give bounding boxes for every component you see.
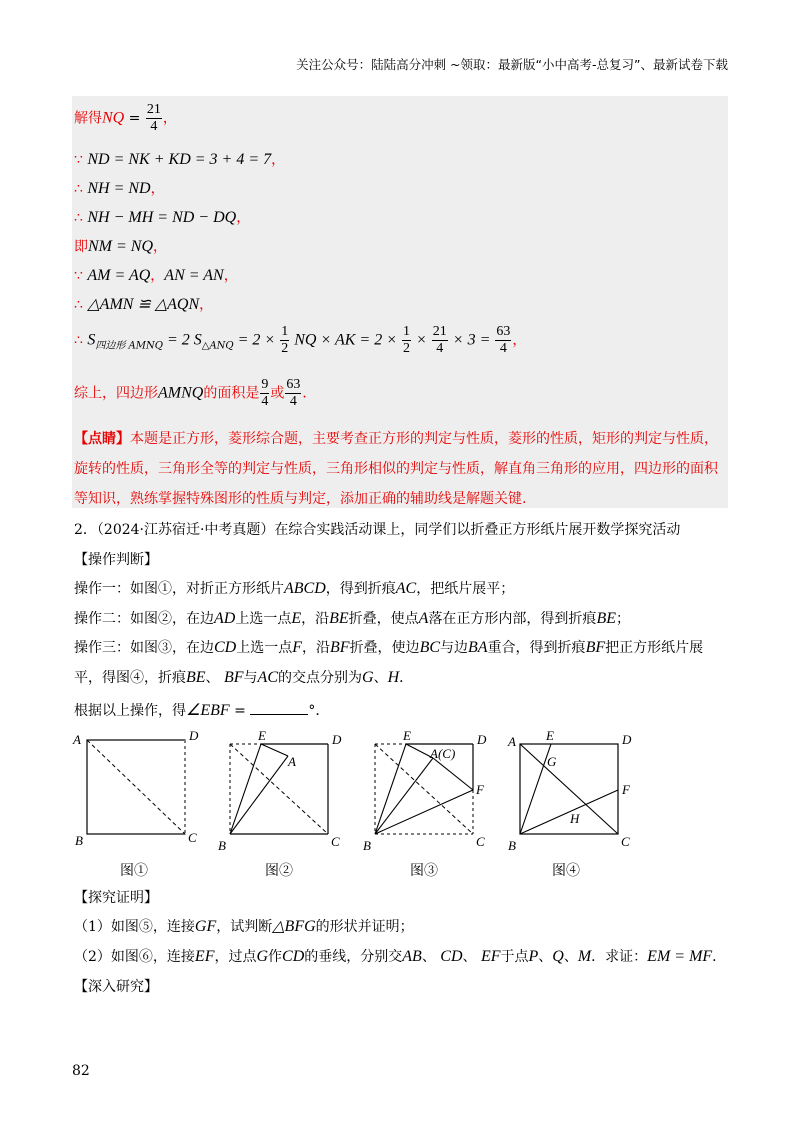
solution-comment xyxy=(74,424,728,514)
text: 折叠，使边 xyxy=(349,640,420,656)
text: 上选一点 xyxy=(235,611,292,627)
punct: ， xyxy=(223,268,238,284)
label-A: A xyxy=(508,734,516,749)
fraction xyxy=(402,325,411,356)
math-var: BF xyxy=(224,669,244,686)
text: 把正方形纸片展 xyxy=(605,640,704,656)
punct: ． xyxy=(302,385,317,402)
math-var: E xyxy=(291,610,302,627)
solution-line-5 xyxy=(74,236,167,256)
comment-text: 本题是正方形，菱形综合题，主要考查正方形的判定与性质，菱形的性质，矩形的判定与性质，旋转的性质，三角形全等的判定与性质，三角形相似的判定与性质，解直角三角形的应用，四边形的面积等知识，熟练掌握特殊图形的性质与判定，添加正确的辅助线是解题关键. xyxy=(74,431,718,507)
text: 解得 xyxy=(74,110,102,127)
solution-line-3 xyxy=(74,178,165,198)
text: 的形状并证明； xyxy=(315,919,414,935)
punct: ， xyxy=(150,268,165,284)
fraction xyxy=(146,103,162,134)
math-var: CD xyxy=(282,948,305,965)
math-expr: NH = ND xyxy=(87,180,151,197)
math-var: AD xyxy=(214,610,236,627)
therefore-symbol: ∴ xyxy=(74,210,88,226)
math-expr: NH − MH = ND − DQ xyxy=(87,209,237,226)
text: 即 xyxy=(74,239,88,255)
solution-line-7 xyxy=(74,294,213,314)
operation-3 xyxy=(74,638,730,658)
label-D: D xyxy=(189,728,199,743)
therefore-symbol: ∴ xyxy=(74,332,88,349)
because-symbol: ∵ xyxy=(74,152,88,168)
text: 、 xyxy=(205,670,224,686)
question-2 xyxy=(74,947,730,967)
numerator: 1 xyxy=(281,324,289,339)
label-F: F xyxy=(476,782,484,797)
text: 于点 xyxy=(500,949,529,965)
math-expr: ND = NK + KD = 3 + 4 = 7 xyxy=(87,151,272,168)
math-var: GF xyxy=(194,918,217,935)
math-var: S xyxy=(87,331,96,349)
text: ，沿 xyxy=(301,611,330,627)
math-var: EF xyxy=(194,948,215,965)
figure-3 xyxy=(360,728,500,852)
math-expr: × 3 = xyxy=(448,331,495,349)
math-var: F xyxy=(292,639,303,656)
label-D: D xyxy=(622,732,632,747)
text: （2）如图⑥，连接 xyxy=(74,949,195,965)
subscript: 四边形 AMNQ xyxy=(95,340,163,352)
math-var: NQ xyxy=(102,109,125,127)
text: 或 xyxy=(270,385,285,402)
section-proof: 【探究证明】 xyxy=(74,890,158,906)
math-var: AC xyxy=(395,580,417,597)
math-var: AMNQ xyxy=(158,384,204,402)
answer-blank[interactable] xyxy=(250,700,308,715)
page-header: 关注公众号：陆陆高分冲刺 ~领取：最新版“小中高考-总复习”、最新试卷下载 xyxy=(296,57,728,72)
text: 重合，得到折痕 xyxy=(487,640,586,656)
numerator: 9 xyxy=(261,377,269,392)
text: 上选一点 xyxy=(236,640,293,656)
punct: ， xyxy=(199,297,214,313)
label-AC: A(C) xyxy=(430,746,456,761)
fraction xyxy=(432,325,448,356)
denominator: 2 xyxy=(403,341,410,356)
text: ． xyxy=(712,949,727,965)
caption-fig2: 图② xyxy=(265,863,293,879)
operation-3-cont xyxy=(74,668,730,688)
text: 与边 xyxy=(440,640,469,656)
math-var: CD xyxy=(214,639,237,656)
therefore-symbol: ∴ xyxy=(74,181,88,197)
label-B: B xyxy=(508,838,516,852)
label-B: B xyxy=(218,838,226,852)
denominator: 4 xyxy=(289,394,297,409)
figure-2 xyxy=(215,728,355,852)
text: 操作三：如图③，在边 xyxy=(74,640,214,656)
label-F: F xyxy=(622,782,630,797)
text: 操作一：如图①，对折正方形纸片 xyxy=(74,581,284,597)
math-var: BF xyxy=(330,639,350,656)
label-C: C xyxy=(331,834,340,849)
therefore-symbol: ∴ xyxy=(74,297,88,313)
figure-4 xyxy=(505,728,645,852)
math-var: CD xyxy=(440,948,463,965)
math-var: BE xyxy=(186,669,206,686)
math-op: × xyxy=(412,331,431,349)
denominator: 4 xyxy=(436,341,444,356)
caption-fig1: 图① xyxy=(120,863,148,879)
denominator: 4 xyxy=(150,119,158,134)
text: ，过点 xyxy=(214,949,257,965)
math-expr: △AMN ≌ △AQN xyxy=(87,296,200,313)
text: （1）如图⑤，连接 xyxy=(74,919,195,935)
text: 平，得图④，折痕 xyxy=(74,670,186,686)
text: 根据以上操作，得 xyxy=(74,703,186,719)
problem-intro: 2．（2024·江苏宿迁·中考真题）在综合实践活动课上，同学们以折叠正方形纸片展开数学探究活动 xyxy=(74,522,681,538)
text: ； xyxy=(615,611,630,627)
punct: ， xyxy=(512,332,527,349)
solution-line-2 xyxy=(74,149,285,169)
text: 、 xyxy=(421,949,441,965)
numerator: 21 xyxy=(146,102,161,117)
numerator: 1 xyxy=(403,324,410,339)
label-D: D xyxy=(477,732,487,747)
math-expr: AN = AN xyxy=(164,267,224,284)
text: 的交点分别为 xyxy=(278,670,362,686)
math-var: G xyxy=(256,948,269,965)
text: 综上，四边形 xyxy=(74,385,158,402)
math-var: H xyxy=(387,669,400,686)
math-var: S xyxy=(193,331,202,349)
solution-line-9 xyxy=(74,378,316,409)
figure-1 xyxy=(72,728,212,852)
text: 落在正方形内部，得到折痕 xyxy=(428,611,597,627)
math-expr: AM = AQ xyxy=(87,267,151,284)
math-var: BA xyxy=(468,639,488,656)
math-var: EF xyxy=(480,948,501,965)
text: 的垂线，分别交 xyxy=(304,949,403,965)
label-D: D xyxy=(332,732,342,747)
denominator: 4 xyxy=(261,394,269,409)
text: 操作二：如图②，在边 xyxy=(74,611,214,627)
math-eq: = 2 xyxy=(162,331,194,349)
solution-line-1 xyxy=(74,103,177,134)
because-symbol: ∵ xyxy=(74,268,88,284)
math-var: AB xyxy=(402,948,422,965)
denominator: 2 xyxy=(281,341,289,356)
question-angle xyxy=(74,700,730,721)
math-expr: NM = NQ xyxy=(88,238,154,255)
math-var: BE xyxy=(329,610,349,627)
math-expr: NQ × AK = 2 × xyxy=(290,331,401,349)
text: ，把纸片展平； xyxy=(416,581,515,597)
math-eq: = xyxy=(124,110,145,127)
numerator: 63 xyxy=(496,324,511,339)
text: 的面积是 xyxy=(203,385,260,402)
math-var: ABCD xyxy=(284,580,326,597)
label-A: A xyxy=(73,732,81,747)
label-E: E xyxy=(546,728,554,743)
fraction xyxy=(495,325,511,356)
text: 、 xyxy=(462,949,481,965)
punct: ， xyxy=(150,181,165,197)
label-B: B xyxy=(75,833,83,848)
math-var: AC xyxy=(257,669,278,686)
text: ，试判断 xyxy=(216,919,273,935)
numerator: 63 xyxy=(286,377,301,392)
text: = xyxy=(229,703,251,719)
fraction xyxy=(285,378,301,409)
punct: ， xyxy=(153,239,168,255)
text: 、 xyxy=(538,949,553,965)
fraction xyxy=(260,378,269,409)
operation-1 xyxy=(74,579,730,599)
math-expr: EM = MF xyxy=(647,948,713,965)
math-var: BE xyxy=(596,610,616,627)
text: 、 xyxy=(563,949,578,965)
text: 折叠，使点 xyxy=(348,611,419,627)
text: 与 xyxy=(243,670,258,686)
label-A: A xyxy=(288,754,296,769)
math-var: Q xyxy=(552,948,564,965)
page-number: 82 xyxy=(72,1063,90,1079)
section-operation: 【操作判断】 xyxy=(74,552,158,568)
solution-line-4 xyxy=(74,207,250,227)
math-var: △BFG xyxy=(272,918,316,935)
math-var: BF xyxy=(585,639,606,656)
text: 作 xyxy=(268,949,283,965)
operation-2 xyxy=(74,609,730,629)
denominator: 4 xyxy=(499,341,507,356)
punct: ， xyxy=(236,210,251,226)
solution-line-6 xyxy=(74,265,238,285)
caption-fig4: 图④ xyxy=(552,863,580,879)
punct: ， xyxy=(162,110,177,127)
subscript: △ANQ xyxy=(201,340,234,352)
caption-fig3: 图③ xyxy=(410,863,438,879)
label-C: C xyxy=(621,834,630,849)
math-var: M xyxy=(577,948,592,965)
solution-line-8 xyxy=(74,325,526,356)
math-var: G xyxy=(362,669,374,686)
label-C: C xyxy=(188,830,197,845)
section-research: 【深入研究】 xyxy=(74,979,158,995)
label-G: G xyxy=(547,754,557,769)
math-var: P xyxy=(528,948,539,965)
punct: ， xyxy=(271,152,286,168)
text: ． xyxy=(399,670,414,686)
label-H: H xyxy=(570,811,580,826)
text: ，沿 xyxy=(302,640,331,656)
math-eq: = 2 × xyxy=(233,331,280,349)
math-var: BC xyxy=(419,639,441,656)
label-C: C xyxy=(476,834,485,849)
label-E: E xyxy=(258,728,266,743)
question-1 xyxy=(74,917,730,937)
text: ，得到折痕 xyxy=(325,581,396,597)
label-B: B xyxy=(363,838,371,852)
text: ．求证： xyxy=(591,949,648,965)
math-var: A xyxy=(418,610,429,627)
math-var: ∠EBF xyxy=(186,702,230,719)
comment-label: 【点睛】 xyxy=(74,431,130,447)
numerator: 21 xyxy=(432,324,447,339)
label-E: E xyxy=(403,728,411,743)
text: 、 xyxy=(373,670,388,686)
text: °． xyxy=(308,703,330,719)
fraction xyxy=(280,325,289,356)
